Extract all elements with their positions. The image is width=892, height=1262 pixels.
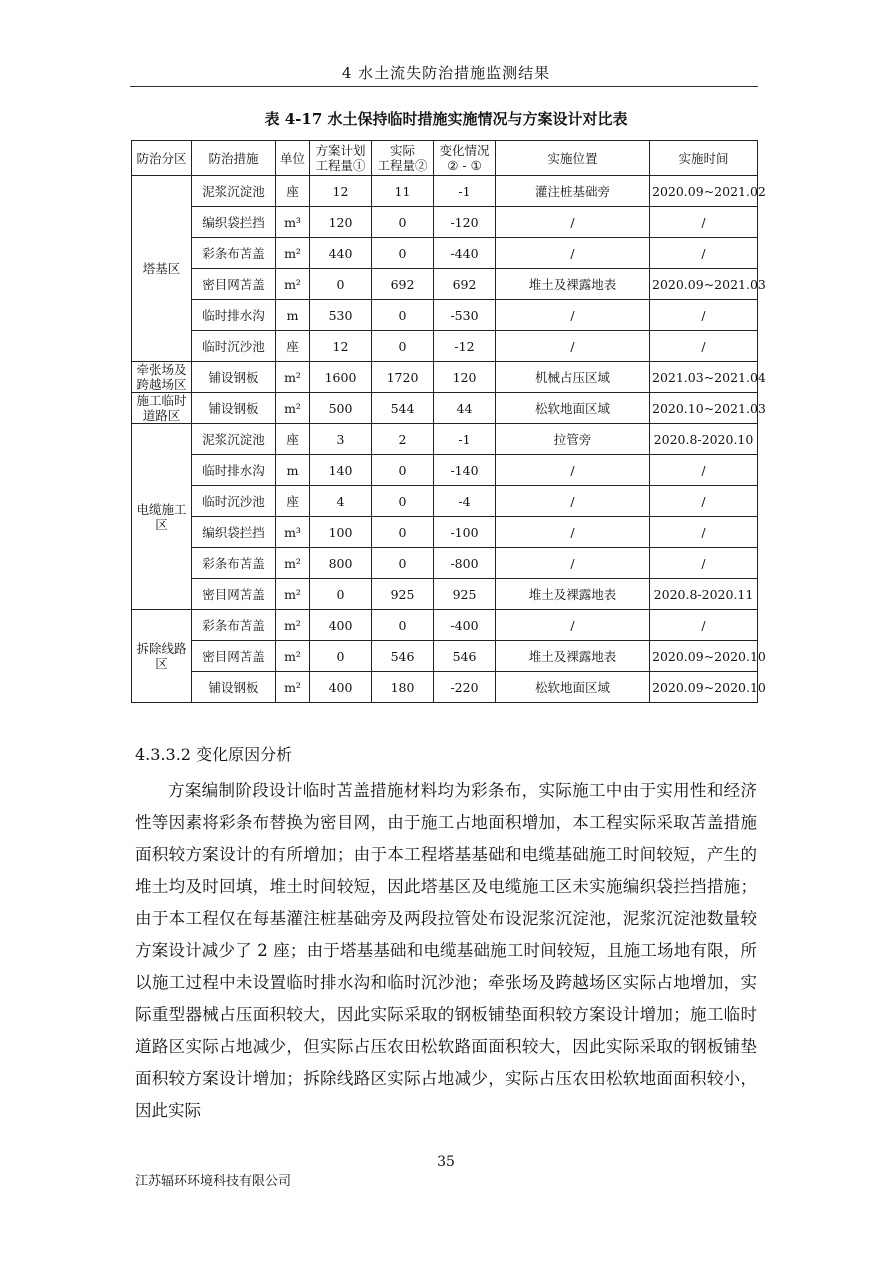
- time-cell: /: [650, 300, 758, 331]
- measure-cell: 泥浆沉淀池: [192, 424, 276, 455]
- unit-cell: m²: [276, 238, 310, 269]
- planned-cell: 4: [310, 486, 372, 517]
- location-cell: 堆土及裸露地表: [496, 269, 650, 300]
- section-heading: 4.3.3.2 变化原因分析: [135, 745, 293, 764]
- change-cell: 44: [434, 393, 496, 424]
- actual-cell: 0: [372, 548, 434, 579]
- measure-cell: 铺设钢板: [192, 672, 276, 703]
- table-row: [132, 238, 758, 269]
- measure-cell: 铺设钢板: [192, 393, 276, 424]
- measure-cell: 彩条布苫盖: [192, 610, 276, 641]
- table-row: [132, 269, 758, 300]
- table-row: [132, 672, 758, 703]
- change-cell: -440: [434, 238, 496, 269]
- change-cell: -12: [434, 331, 496, 362]
- planned-cell: 400: [310, 672, 372, 703]
- measure-cell: 密目网苫盖: [192, 579, 276, 610]
- time-cell: 2020.09~2021.03: [650, 269, 758, 300]
- col-header-unit: 单位: [276, 141, 310, 176]
- col-header-actual-line2: 工程量②: [377, 158, 428, 173]
- measure-cell: 彩条布苫盖: [192, 238, 276, 269]
- body-paragraph: 方案编制阶段设计临时苫盖措施材料均为彩条布，实际施工中由于实用性和经济性等因素将彩条布替换为密目网，由于施工占地面积增加，本工程实际采取苫盖措施面积较方案设计的有所增加；由于本工程塔基基础和电缆基础施工时间较短，产生的堆土均及时回填，堆土时间较短，因此塔基区及电缆施工区未实施编织袋拦挡措施；由于本工程仅在每基灌注桩基础旁及两段拉管处布设泥浆沉淀池，泥浆沉淀池数量较方案设计减少了 2 座；由于塔基基础和电缆基础施工时间较短，且施工场地有限，所以施工过程中未设置临时排水沟和临时沉沙池；牵张场及跨越场区实际占地增加，实际重型器械占压面积较大，因此实际采取的钢板铺垫面积较方案设计增加；施工临时道路区实际占地减少，但实际占压农田松软路面面积较大，因此实际采取的钢板铺垫面积较方案设计增加；拆除线路区实际占地减少，实际占压农田松软地面面积较小，因此实际: [135, 781, 757, 1120]
- unit-cell: 座: [276, 331, 310, 362]
- col-header-planned-line2: 工程量①: [315, 158, 366, 173]
- unit-cell: m²: [276, 672, 310, 703]
- unit-cell: 座: [276, 424, 310, 455]
- actual-cell: 2: [372, 424, 434, 455]
- unit-cell: m³: [276, 517, 310, 548]
- company-name: 江苏辐环环境科技有限公司: [135, 1174, 292, 1189]
- change-cell: 925: [434, 579, 496, 610]
- col-header-zone: 防治分区: [132, 141, 192, 176]
- zone-demolish-line2: 区: [155, 656, 168, 671]
- time-cell: 2020.10~2021.03: [650, 393, 758, 424]
- zone-road-line1: 施工临时: [136, 393, 187, 408]
- time-cell: /: [650, 517, 758, 548]
- planned-cell: 12: [310, 331, 372, 362]
- planned-cell: 800: [310, 548, 372, 579]
- planned-cell: 0: [310, 579, 372, 610]
- time-cell: /: [650, 548, 758, 579]
- zone-cell-cable: [132, 424, 192, 610]
- change-cell: -1: [434, 424, 496, 455]
- zone-tension-line1: 牵张场及: [136, 362, 187, 377]
- location-cell: /: [496, 517, 650, 548]
- location-cell: /: [496, 548, 650, 579]
- unit-cell: 座: [276, 176, 310, 207]
- location-cell: /: [496, 300, 650, 331]
- change-cell: -220: [434, 672, 496, 703]
- header-rule: [130, 86, 758, 87]
- change-cell: -400: [434, 610, 496, 641]
- table-row: [132, 362, 758, 393]
- planned-cell: 440: [310, 238, 372, 269]
- change-cell: -1: [434, 176, 496, 207]
- location-cell: /: [496, 331, 650, 362]
- actual-cell: 925: [372, 579, 434, 610]
- actual-cell: 0: [372, 331, 434, 362]
- planned-cell: 530: [310, 300, 372, 331]
- time-cell: 2021.03~2021.04: [650, 362, 758, 393]
- planned-cell: 0: [310, 641, 372, 672]
- planned-cell: 500: [310, 393, 372, 424]
- actual-cell: 0: [372, 238, 434, 269]
- unit-cell: m²: [276, 641, 310, 672]
- time-cell: /: [650, 455, 758, 486]
- change-cell: -100: [434, 517, 496, 548]
- table-row: [132, 486, 758, 517]
- col-header-actual: [372, 141, 434, 176]
- table-row: [132, 207, 758, 238]
- time-cell: 2020.09~2021.02: [650, 176, 758, 207]
- location-cell: /: [496, 610, 650, 641]
- change-cell: -800: [434, 548, 496, 579]
- planned-cell: 400: [310, 610, 372, 641]
- zone-cell-demolish: [132, 610, 192, 703]
- time-cell: 2020.09~2020.10: [650, 641, 758, 672]
- actual-cell: 0: [372, 300, 434, 331]
- time-cell: 2020.8-2020.10: [650, 424, 758, 455]
- unit-cell: m²: [276, 362, 310, 393]
- actual-cell: 0: [372, 517, 434, 548]
- table-caption: 表 4-17 水土保持临时措施实施情况与方案设计对比表: [264, 110, 628, 128]
- table-row: [132, 517, 758, 548]
- comparison-table: [131, 140, 766, 703]
- measure-cell: 铺设钢板: [192, 362, 276, 393]
- actual-cell: 546: [372, 641, 434, 672]
- table-header-row: [132, 141, 758, 176]
- location-cell: 机械占压区域: [496, 362, 650, 393]
- table-row: [132, 424, 758, 455]
- page-number: 35: [437, 1154, 455, 1170]
- time-cell: /: [650, 207, 758, 238]
- zone-tension-line2: 跨越场区: [136, 377, 187, 392]
- planned-cell: 140: [310, 455, 372, 486]
- col-header-time: 实施时间: [650, 141, 758, 176]
- change-cell: -530: [434, 300, 496, 331]
- change-cell: 692: [434, 269, 496, 300]
- col-header-planned-line1: 方案计划: [315, 143, 366, 158]
- measure-cell: 临时沉沙池: [192, 331, 276, 362]
- table-row: [132, 548, 758, 579]
- table-row: [132, 176, 758, 207]
- unit-cell: m: [276, 300, 310, 331]
- change-cell: -4: [434, 486, 496, 517]
- unit-cell: m²: [276, 269, 310, 300]
- actual-cell: 692: [372, 269, 434, 300]
- running-header: 4 水土流失防治措施监测结果: [341, 64, 551, 82]
- time-cell: /: [650, 610, 758, 641]
- zone-cable-line2: 区: [155, 516, 168, 532]
- change-cell: 546: [434, 641, 496, 672]
- location-cell: /: [496, 486, 650, 517]
- table-row: [132, 579, 758, 610]
- change-cell: -140: [434, 455, 496, 486]
- table-row: [132, 641, 758, 672]
- zone-road-line2: 道路区: [142, 408, 181, 423]
- col-header-change-line1: 变化情况: [439, 143, 490, 158]
- change-cell: -120: [434, 207, 496, 238]
- planned-cell: 100: [310, 517, 372, 548]
- actual-cell: 0: [372, 455, 434, 486]
- unit-cell: m²: [276, 393, 310, 424]
- measure-cell: 临时沉沙池: [192, 486, 276, 517]
- change-cell: 120: [434, 362, 496, 393]
- measure-cell: 编织袋拦挡: [192, 207, 276, 238]
- measure-cell: 密目网苫盖: [192, 641, 276, 672]
- unit-cell: 座: [276, 486, 310, 517]
- zone-cable-line1: 电缆施工: [136, 501, 187, 517]
- time-cell: /: [650, 331, 758, 362]
- table-row: [132, 393, 758, 424]
- zone-cell-tower: 塔基区: [132, 176, 192, 362]
- zone-cell-tension: [132, 362, 192, 393]
- col-header-change-line2: ② - ①: [447, 158, 482, 173]
- time-cell: /: [650, 486, 758, 517]
- unit-cell: m²: [276, 579, 310, 610]
- measure-cell: 临时排水沟: [192, 455, 276, 486]
- time-cell: /: [650, 238, 758, 269]
- table-row: [132, 610, 758, 641]
- unit-cell: m²: [276, 548, 310, 579]
- location-cell: /: [496, 455, 650, 486]
- time-cell: 2020.8-2020.11: [650, 579, 758, 610]
- measure-cell: 彩条布苫盖: [192, 548, 276, 579]
- col-header-location: 实施位置: [496, 141, 650, 176]
- planned-cell: 120: [310, 207, 372, 238]
- col-header-change: [434, 141, 496, 176]
- zone-cell-road: [132, 393, 192, 424]
- zone-demolish-line1: 拆除线路: [136, 641, 187, 656]
- location-cell: /: [496, 238, 650, 269]
- unit-cell: m: [276, 455, 310, 486]
- planned-cell: 1600: [310, 362, 372, 393]
- location-cell: 堆土及裸露地表: [496, 641, 650, 672]
- location-cell: /: [496, 207, 650, 238]
- col-header-planned: [310, 141, 372, 176]
- table-row: [132, 455, 758, 486]
- table-row: [132, 300, 758, 331]
- location-cell: 松软地面区域: [496, 393, 650, 424]
- unit-cell: m²: [276, 610, 310, 641]
- time-cell: 2020.09~2020.10: [650, 672, 758, 703]
- location-cell: 灌注桩基础旁: [496, 176, 650, 207]
- measure-cell: 泥浆沉淀池: [192, 176, 276, 207]
- location-cell: 堆土及裸露地表: [496, 579, 650, 610]
- table-row: [132, 331, 758, 362]
- unit-cell: m³: [276, 207, 310, 238]
- location-cell: 拉管旁: [496, 424, 650, 455]
- actual-cell: 544: [372, 393, 434, 424]
- measure-cell: 编织袋拦挡: [192, 517, 276, 548]
- planned-cell: 3: [310, 424, 372, 455]
- actual-cell: 0: [372, 486, 434, 517]
- actual-cell: 180: [372, 672, 434, 703]
- planned-cell: 0: [310, 269, 372, 300]
- actual-cell: 0: [372, 610, 434, 641]
- actual-cell: 11: [372, 176, 434, 207]
- measure-cell: 临时排水沟: [192, 300, 276, 331]
- col-header-measure: 防治措施: [192, 141, 276, 176]
- actual-cell: 0: [372, 207, 434, 238]
- planned-cell: 12: [310, 176, 372, 207]
- actual-cell: 1720: [372, 362, 434, 393]
- location-cell: 松软地面区域: [496, 672, 650, 703]
- col-header-actual-line1: 实际: [389, 143, 415, 158]
- measure-cell: 密目网苫盖: [192, 269, 276, 300]
